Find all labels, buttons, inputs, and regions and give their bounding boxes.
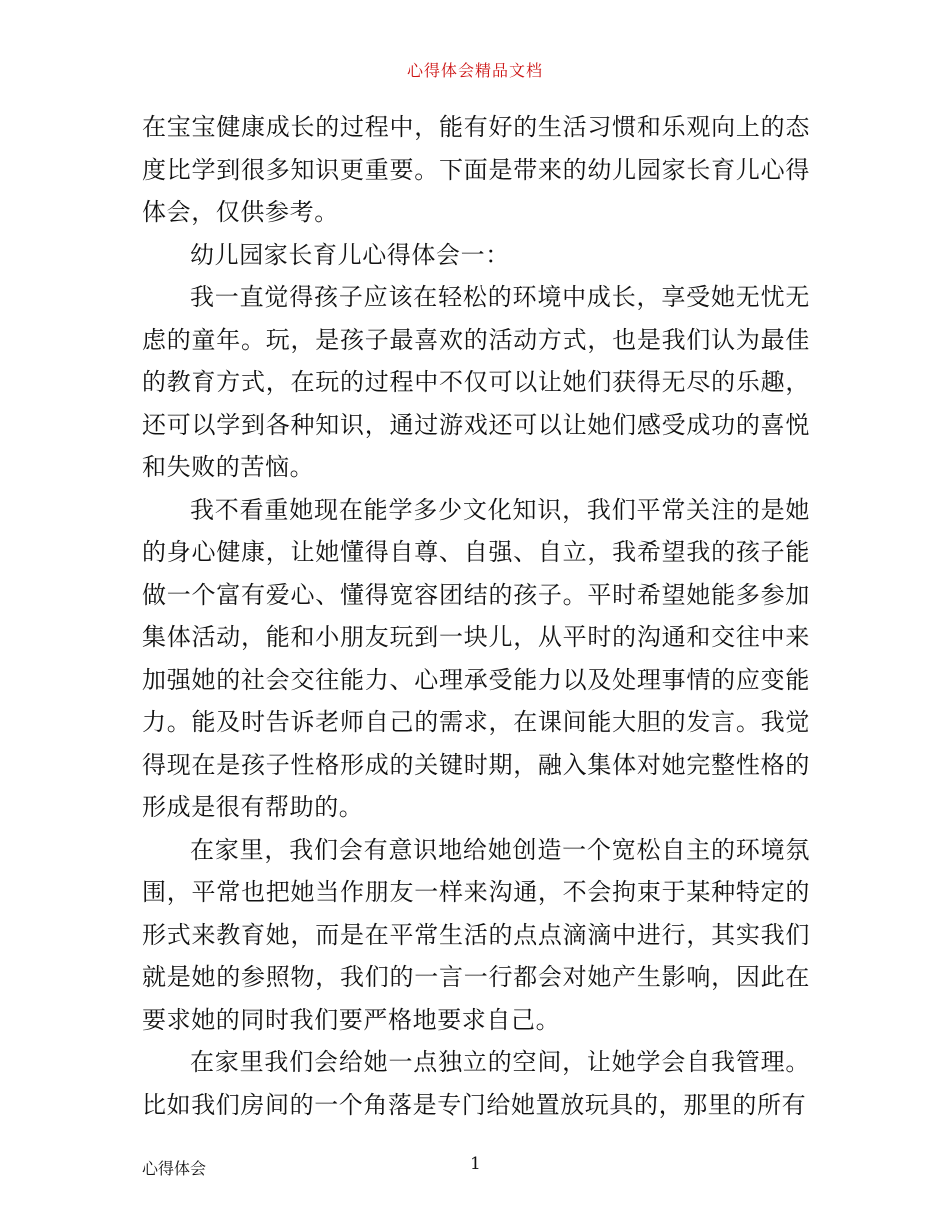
document-body: [142, 106, 810, 1126]
page-number: 1: [470, 1154, 481, 1174]
paragraph-intro: 在宝宝健康成长的过程中，能有好的生活习惯和乐观向上的态度比学到很多知识更重要。下面是带来的幼儿园家长育儿心得体会，仅供参考。: [142, 113, 810, 226]
page-header-title: 心得体会精品文档: [406, 61, 543, 80]
paragraph-3: 在家里，我们会有意识地给她创造一个宽松自主的环境氛围，平常也把她当作朋友一样来沟通，不会拘束于某种特定的形式来教育她，而是在平常生活的点点滴滴中进行，其实我们就是她的参照物，我们的一言一行都会对她产生影响，因此在要求她的同时我们要严格地要求自己。: [142, 835, 810, 1034]
paragraph-4: 在家里我们会给她一点独立的空间，让她学会自我管理。比如我们房间的一个角落是专门给她置放玩具的，那里的所有: [142, 1048, 810, 1119]
paragraph-1: 我一直觉得孩子应该在轻松的环境中成长，享受她无忧无虑的童年。玩，是孩子最喜欢的活动方式，也是我们认为最佳的教育方式，在玩的过程中不仅可以让她们获得无尽的乐趣，还可以学到各种知识，通过游戏还可以让她们感受成功的喜悦和失败的苦恼。: [142, 283, 810, 481]
paragraph-2: 我不看重她现在能学多少文化知识，我们平常关注的是她的身心健康，让她懂得自尊、自强、自立，我希望我的孩子能做一个富有爱心、懂得宽容团结的孩子。平时希望她能多参加集体活动，能和小朋友玩到一块儿，从平时的沟通和交往中来加强她的社会交往能力、心理承受能力以及处理事情的应变能力。能及时告诉老师自己的需求，在课间能大胆的发言。我觉得现在是孩子性格形成的关键时期，融入集体对她完整性格的形成是很有帮助的。: [142, 495, 810, 821]
section-heading: 幼儿园家长育儿心得体会一：: [190, 240, 510, 269]
footer-label: 心得体会: [142, 1159, 207, 1178]
